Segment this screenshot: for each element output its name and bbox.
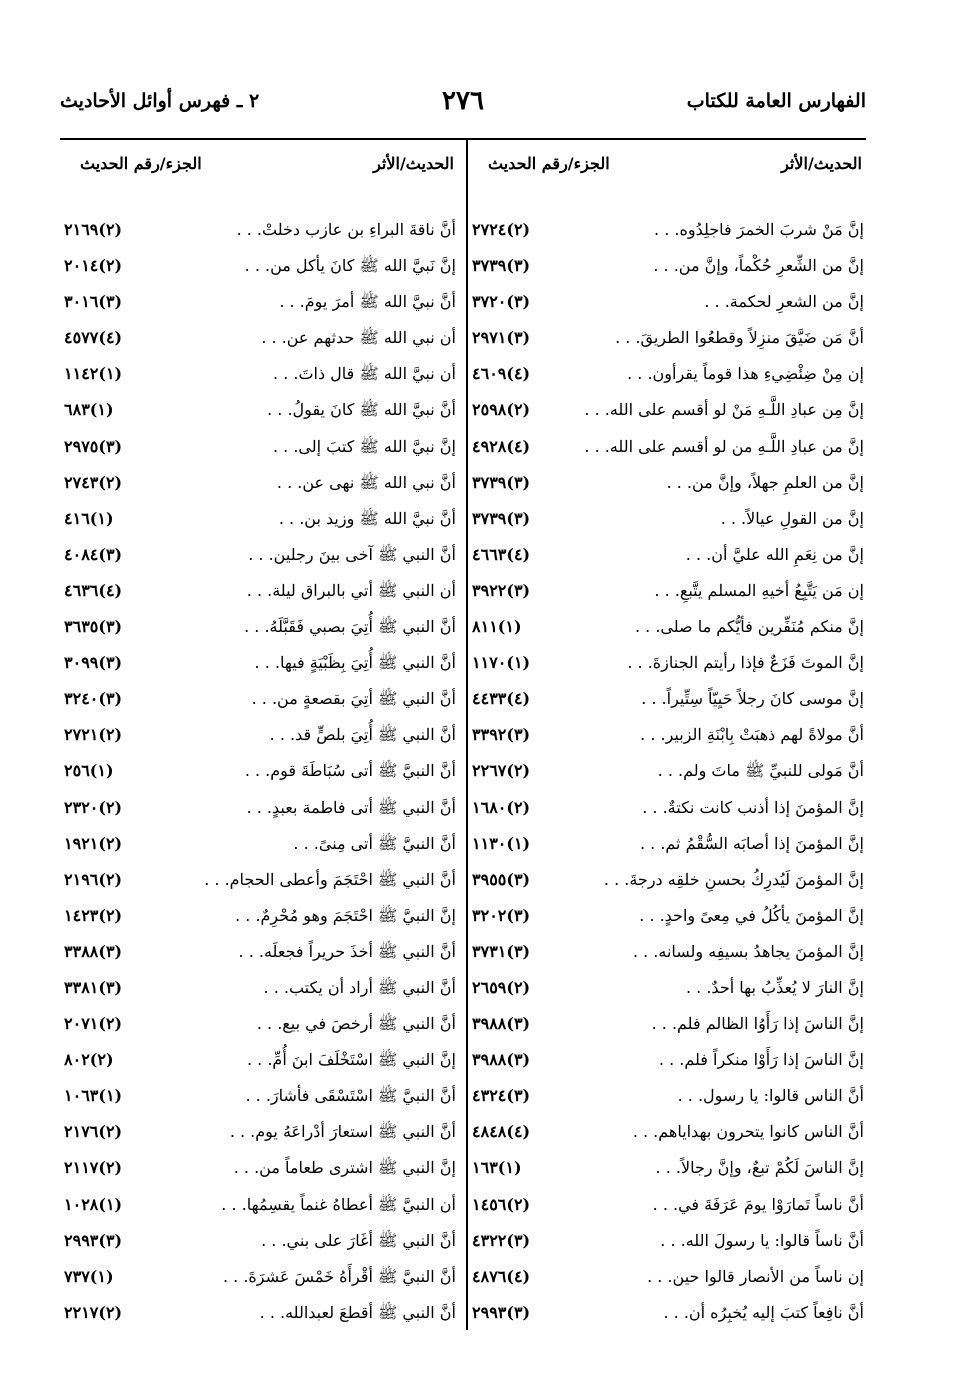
- index-entry: [62, 970, 460, 1006]
- hadith-text: إنَّ المؤمنَ لَيُدرِكُ بحسنِ خلقِه درجةَ. . .: [603, 869, 864, 889]
- hadith-text: أنَّ النبي ﷺ أُتِيَ بِظَبْيَةٍ فيها. . .: [254, 653, 456, 673]
- index-entry: [62, 681, 460, 717]
- index-entry: [470, 392, 868, 428]
- hadith-reference: (٤)٤٦٦٣: [472, 544, 531, 564]
- hadith-text: أنَّ مولاةً لهم ذهبَتْ بِابْنَةِ الزبير. . .: [640, 725, 864, 745]
- hadith-text: أنَّ ناساً تَمارَوْا يومَ عَرَفَةَ في. . .: [652, 1194, 864, 1214]
- hadith-reference: (٣)٣٧٣٩: [472, 256, 531, 276]
- hadith-text: إن ناساً من الأنصار قالوا حين. . .: [647, 1266, 864, 1286]
- hadith-text: إنَّ من عبادِ اللَّـهِ من لو أقسم على الله. . .: [584, 436, 864, 456]
- hadith-reference: (١)٨١١: [472, 617, 522, 637]
- hadith-text: إنَّ النبي ﷺ اشترى طعاماً من. . .: [233, 1158, 456, 1178]
- index-entry: [62, 537, 460, 573]
- hadith-reference: (٤)٤٦٣٦: [64, 580, 123, 600]
- index-entry: [470, 1006, 868, 1042]
- index-entry: [62, 1259, 460, 1295]
- index-entry: [62, 1006, 460, 1042]
- hadith-reference: (٣)٢٩٧٥: [64, 436, 123, 456]
- hadith-reference: (٣)٤٠٨٤: [64, 544, 123, 564]
- index-entry: [62, 645, 460, 681]
- hadith-text: إنَّ النبيَّ ﷺ احْتَجَمَ وهو مُحْرِمٌ. . .: [235, 905, 456, 925]
- index-entry: [62, 1078, 460, 1114]
- hadith-text: أنَّ نبي الله ﷺ نهى عن. . .: [276, 472, 456, 492]
- hadith-text: أنَّ النبي ﷺ أتِيَ بقصعةٍ من. . .: [251, 689, 456, 709]
- hadith-reference: (١)٤١٦: [64, 508, 114, 528]
- hadith-reference: (٣)٣٠٩٩: [64, 653, 123, 673]
- index-entry: [470, 1150, 868, 1186]
- hadith-reference: (٢)٢١٩٦: [64, 869, 123, 889]
- hadith-reference: (٢)٢٥٩٨: [472, 400, 531, 420]
- index-entry: [470, 934, 868, 970]
- right-column-rows: [470, 212, 868, 1331]
- hadith-reference: (٣)٣٦٣٥: [64, 617, 123, 637]
- hadith-reference: (٣)٣٣٨٨: [64, 941, 123, 961]
- hadith-text: أن النبيَّ ﷺ أعطاهُ غنماً يقسِمُها. . .: [221, 1194, 456, 1214]
- index-entry: [470, 645, 868, 681]
- left-column-rows: [62, 212, 460, 1331]
- index-entry: [470, 320, 868, 356]
- hadith-text: إنَّ مِن عبادِ اللَّـهِ مَنْ لو أقسم على الله. . .: [584, 400, 864, 420]
- index-entry: [470, 356, 868, 392]
- index-entry: [62, 717, 460, 753]
- index-entry: [470, 681, 868, 717]
- index-entry: [62, 1295, 460, 1331]
- page-number: ٢٧٦: [442, 86, 484, 116]
- hadith-reference: (٢)٢٠١٤: [64, 256, 123, 276]
- hadith-text: أنَّ النبيَّ ﷺ أتى سُبَاطَةَ قوم. . .: [244, 761, 456, 781]
- reference-heading: الجزء/رقم الحديث: [488, 154, 610, 173]
- hadith-text: أنَّ مَن ضَيَّقَ منزِلاً وقطعُوا الطريقَ. . .: [615, 328, 864, 348]
- index-entry: [470, 1295, 868, 1331]
- hadith-reference: (٣)٢٩٧١: [472, 328, 531, 348]
- hadith-text: إنَّ الموتَ فَزَعٌ فإذا رأيتم الجنازةَ. . .: [627, 653, 864, 673]
- index-entry: [470, 465, 868, 501]
- hadith-text: أنَّ النبيَّ ﷺ أتى مِنىً. . .: [293, 833, 456, 853]
- index-entry: [470, 537, 868, 573]
- hadith-text: إنَّ المؤمنَ يجاهدُ بسيفِه ولسانه. . .: [632, 941, 864, 961]
- hadith-reference: (٤)٤٦٠٩: [472, 364, 531, 384]
- section-title: ٢ ـ فهرس أوائل الأحاديث: [60, 90, 260, 112]
- hadith-text: إنَّ موسى كانَ رجلاً حَيِيّاً سِتِّيراً. . .: [641, 689, 864, 709]
- index-entry: [470, 1223, 868, 1259]
- hadith-text: إنَّ الناسَ لَكُمْ تبعٌ، وإنَّ رجالاً. . .: [655, 1158, 864, 1178]
- index-entry: [470, 717, 868, 753]
- right-column: [470, 140, 868, 1330]
- index-entry: [62, 609, 460, 645]
- hadith-text: أنَّ الناس قالوا: يا رسول. . .: [677, 1086, 864, 1106]
- index-entry: [470, 573, 868, 609]
- hadith-reference: (٤)٤٤٣٣: [472, 689, 531, 709]
- hadith-text: إن مِنْ ضِئْضِيءِ هذا قوماً يقرأون. . .: [627, 364, 864, 384]
- hadith-reference: (١)١٠٢٨: [64, 1194, 123, 1214]
- hadith-text: إنَّ منكم مُنَفِّرين فأيُّكم ما صلى. . .: [634, 617, 864, 637]
- column-divider: [466, 140, 468, 1330]
- hadith-text: أنَّ النبيَّ ﷺ أقْرأَهُ خَمْسَ عَشرَةَ. . .: [222, 1266, 456, 1286]
- hadith-reference: (٢)٢٢١٧: [64, 1302, 123, 1322]
- hadith-text: إنَّ المؤمنَ إذا أذنب كانت نكتةٌ. . .: [642, 797, 864, 817]
- hadith-reference: (٢)٨٠٢: [64, 1050, 114, 1070]
- hadith-reference: (٢)٢٠٧١: [64, 1014, 123, 1034]
- index-entry: [470, 862, 868, 898]
- index-entry: [470, 898, 868, 934]
- hadith-reference: (٣)٣٩٨٨: [472, 1014, 531, 1034]
- hadith-text: أنَّ النبي ﷺ أُتِيَ بلصٍّ قد. . .: [269, 725, 456, 745]
- index-entry: [62, 392, 460, 428]
- index-entry: [62, 1042, 460, 1078]
- index-entry: [62, 284, 460, 320]
- hadith-reference: (٢)١٦٨٠: [472, 797, 531, 817]
- hadith-reference: (١)٦٨٣: [64, 400, 114, 420]
- page-header: [60, 80, 866, 130]
- hadith-text: أنَّ النبي ﷺ آخى بينَ رجلين. . .: [248, 544, 456, 564]
- hadith-reference: (٢)٢٧٤٣: [64, 472, 123, 492]
- hadith-text: إنَّ من الشِّعرِ حُكْماً، وإنَّ من. . .: [653, 256, 864, 276]
- hadith-text: إنَّ نبيَّ الله ﷺ كتبَ إلى. . .: [272, 436, 456, 456]
- hadith-reference: (٣)٣٧٣٩: [472, 472, 531, 492]
- hadith-text: أن نبي الله ﷺ حدثهم عن. . .: [261, 328, 456, 348]
- hadith-text: إنَّ نَبيَّ الله ﷺ كانَ يأكل من. . .: [244, 256, 456, 276]
- hadith-reference: (٣)٣٣٨١: [64, 977, 123, 997]
- index-entry: [470, 248, 868, 284]
- hadith-reference: (٣)٣٠١٦: [64, 292, 123, 312]
- reference-heading: الجزء/رقم الحديث: [80, 154, 202, 173]
- hadith-heading: الحديث/الأثر: [373, 154, 454, 173]
- hadith-reference: (٢)٢٢٦٧: [472, 761, 531, 781]
- index-entry: [470, 609, 868, 645]
- hadith-text: أن نبيَّ الله ﷺ قال ذاتَ. . .: [273, 364, 456, 384]
- hadith-text: أنَّ نافِعاً كتبَ إليه يُخبِرُه أن. . .: [663, 1302, 864, 1322]
- hadith-reference: (٣)٣٧٣٩: [472, 508, 531, 528]
- hadith-text: أنَّ النبي ﷺ أرخصَ في بيع. . .: [256, 1014, 456, 1034]
- hadith-reference: (٤)٤٨٤٨: [472, 1122, 531, 1142]
- index-entry: [470, 1259, 868, 1295]
- hadith-text: إنَّ المؤمنَ إذا أصابَه السُّقْمُ ثم. . .: [639, 833, 864, 853]
- hadith-reference: (٤)٤٨٧٦: [472, 1266, 531, 1286]
- left-column: [62, 140, 460, 1330]
- index-entry: [470, 1114, 868, 1150]
- hadith-text: أنَّ النبي ﷺ استعارَ أدْراعَهُ يوم. . .: [229, 1122, 456, 1142]
- hadith-reference: (٤)٤٩٢٨: [472, 436, 531, 456]
- hadith-text: إنَّ من نِعَمِ الله عليَّ أن. . .: [685, 544, 864, 564]
- index-entry: [470, 212, 868, 248]
- hadith-reference: (٣)٢٩٩٣: [64, 1230, 123, 1250]
- hadith-text: أنَّ النبي ﷺ أغَارَ على بني. . .: [261, 1230, 456, 1250]
- index-entry: [62, 790, 460, 826]
- index-entry: [62, 1150, 460, 1186]
- hadith-reference: (٢)٢٧٢١: [64, 725, 123, 745]
- hadith-reference: (٣)٣٣٩٢: [472, 725, 531, 745]
- hadith-text: أنَّ النبي ﷺ أتى فاطمة بعبدٍ. . .: [246, 797, 456, 817]
- hadith-text: إنَّ من الشعرِ لحكمة. . .: [704, 292, 864, 312]
- hadith-text: أنَّ النبي ﷺ أقطعَ لعبدالله. . .: [259, 1302, 456, 1322]
- hadith-reference: (٢)١٩٢١: [64, 833, 123, 853]
- left-column-header: [62, 140, 460, 186]
- index-entry: [62, 320, 460, 356]
- hadith-text: إنَّ مَنْ شربَ الخمرَ فاجلِدُوه. . .: [654, 220, 864, 239]
- book-title: الفهارس العامة للكتاب: [686, 90, 866, 112]
- hadith-reference: (٣)٣٢٤٠: [64, 689, 123, 709]
- index-entry: [62, 1223, 460, 1259]
- index-entry: [62, 1187, 460, 1223]
- hadith-text: أنَّ ناقةَ البراءِ بن عازب دخلتْ. . .: [236, 220, 456, 239]
- index-entry: [62, 429, 460, 465]
- hadith-text: إنَّ النارَ لا يُعذِّبُ بها أحدٌ. . .: [686, 977, 864, 997]
- hadith-reference: (٣)٣٢٠٢: [472, 905, 531, 925]
- hadith-reference: (٣)٤٣٢٢: [472, 1230, 531, 1250]
- hadith-text: إنَّ من العلمِ جهلاً، وإنَّ من. . .: [666, 472, 864, 492]
- hadith-reference: (١)١١٧٠: [472, 653, 531, 673]
- hadith-text: إنَّ المؤمنَ يأكُلُ في مِعىً واحدٍ. . .: [639, 905, 864, 925]
- hadith-text: أنَّ الناس كانوا يتحرون بهداياهم. . .: [632, 1122, 864, 1142]
- hadith-text: إنَّ الناسَ إذا رَأَوْا منكراً فلم. . .: [658, 1050, 864, 1070]
- hadith-text: أنَّ النبي ﷺ أخذَ حريراً فجعلَه. . .: [238, 941, 456, 961]
- hadith-reference: (٢)٢١١٧: [64, 1158, 123, 1178]
- index-entry: [470, 790, 868, 826]
- index-entry: [470, 429, 868, 465]
- index-entry: [62, 573, 460, 609]
- index-entry: [62, 862, 460, 898]
- hadith-reference: (١)٢٥٦: [64, 761, 114, 781]
- hadith-text: أنَّ النبي ﷺ أُتِيَ بصبي فَقَبَّلَهُ. . .: [244, 617, 456, 637]
- index-entry: [62, 934, 460, 970]
- hadith-heading: الحديث/الأثر: [781, 154, 862, 173]
- index-entry: [62, 465, 460, 501]
- hadith-reference: (١)١١٣٠: [472, 833, 531, 853]
- hadith-text: إنَّ النبي ﷺ اسْتَخْلَفَ ابنَ أُمِّ. . .: [247, 1050, 456, 1070]
- hadith-reference: (٣)٣٧٢٠: [472, 292, 531, 312]
- hadith-reference: (٢)١٤٥٦: [472, 1194, 531, 1214]
- hadith-reference: (٣)٣٩٥٥: [472, 869, 531, 889]
- hadith-text: أنَّ النبي ﷺ احْتَجَمَ وأعطى الحجام. . .: [204, 869, 456, 889]
- hadith-text: أنَّ نبيَّ الله ﷺ أمرَ يومَ. . .: [279, 292, 456, 312]
- index-entry: [62, 1114, 460, 1150]
- hadith-reference: (٢)٢٧٢٤: [472, 220, 531, 239]
- hadith-reference: (٢)٢٦٥٩: [472, 977, 531, 997]
- index-entry: [62, 898, 460, 934]
- hadith-reference: (١)١١٤٢: [64, 364, 123, 384]
- index-entry: [470, 284, 868, 320]
- hadith-text: إنَّ من القولِ عيالاً. . .: [720, 508, 864, 528]
- right-column-header: [470, 140, 868, 186]
- hadith-text: أن النبي ﷺ أتي بالبراق ليلة. . .: [246, 580, 456, 600]
- hadith-reference: (٢)٢٣٢٠: [64, 797, 123, 817]
- hadith-reference: (٣)٢٩٩٣: [472, 1302, 531, 1322]
- hadith-text: إن مَن يَتَّبِعُ أخيهِ المسلم يتَّبعِ. . .: [654, 580, 864, 600]
- hadith-reference: (١)١٠٦٣: [64, 1086, 123, 1106]
- index-entry: [470, 753, 868, 789]
- hadith-text: أنَّ ناساً قالوا: يا رسولَ الله. . .: [660, 1230, 864, 1250]
- index-entry: [62, 248, 460, 284]
- index-entry: [470, 1187, 868, 1223]
- index-entry: [470, 1042, 868, 1078]
- hadith-reference: (٣)٤٣٢٤: [472, 1086, 531, 1106]
- hadith-reference: (٣)٣٧٣١: [472, 941, 531, 961]
- hadith-reference: (١)٧٣٧: [64, 1266, 114, 1286]
- hadith-text: إنَّ الناسَ إذا رَأَوُا الظالم فلم. . .: [651, 1014, 864, 1034]
- index-entry: [62, 356, 460, 392]
- hadith-text: أنَّ نبيَّ الله ﷺ وزيد بن. . .: [278, 508, 456, 528]
- hadith-text: أنَّ مَولى للنبيِّ ﷺ ماتَ ولم. . .: [657, 761, 864, 781]
- index-entry: [62, 826, 460, 862]
- hadith-text: أنَّ النبيَّ ﷺ اسْتَسْقَى فأشارَ. . .: [245, 1086, 456, 1106]
- hadith-reference: (٢)٢١٦٩: [64, 220, 123, 239]
- index-entry: [62, 753, 460, 789]
- hadith-reference: (١)١٦٣: [472, 1158, 522, 1178]
- index-entry: [470, 970, 868, 1006]
- hadith-text: أنَّ النبي ﷺ أراد أن يكتب. . .: [263, 977, 456, 997]
- hadith-reference: (٤)٤٥٧٧: [64, 328, 123, 348]
- hadith-reference: (٣)٣٩٢٢: [472, 580, 531, 600]
- index-entry: [470, 1078, 868, 1114]
- hadith-reference: (٢)١٤٢٣: [64, 905, 123, 925]
- hadith-reference: (٣)٣٩٨٨: [472, 1050, 531, 1070]
- index-entry: [470, 501, 868, 537]
- index-entry: [62, 501, 460, 537]
- index-entry: [470, 826, 868, 862]
- hadith-reference: (٢)٢١٧٦: [64, 1122, 123, 1142]
- index-entry: [62, 212, 460, 248]
- hadith-text: أنَّ نبيَّ الله ﷺ كانَ يقولُ. . .: [267, 400, 456, 420]
